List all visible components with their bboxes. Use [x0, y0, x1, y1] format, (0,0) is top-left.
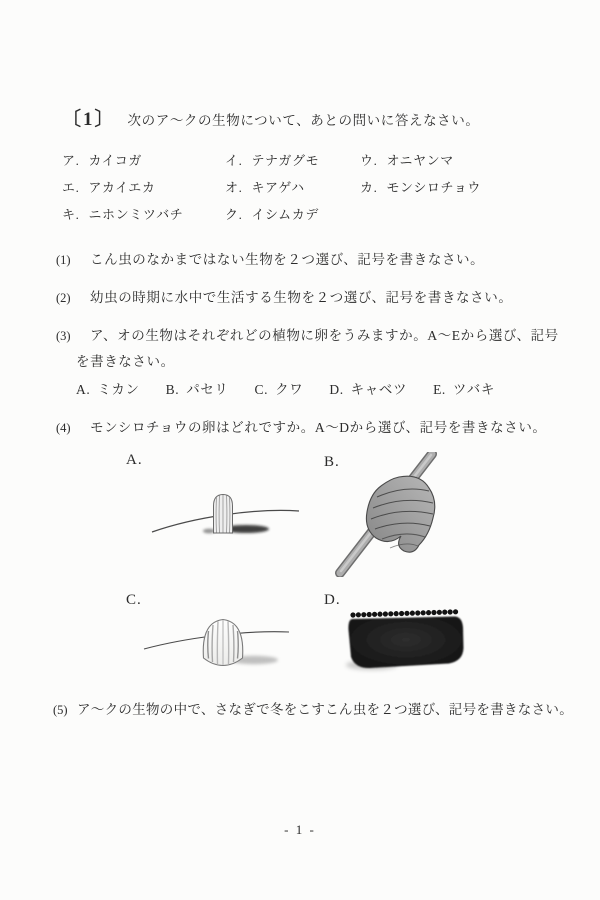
- question-1: [56, 252, 484, 268]
- organism-label: ア.: [62, 153, 80, 168]
- option-text: クワ: [275, 382, 304, 397]
- organism-name: キアゲハ: [251, 180, 305, 195]
- organism-item: [62, 180, 155, 196]
- organism-item: [360, 153, 454, 169]
- question-3-continuation: を書きなさい。: [76, 354, 175, 369]
- question-1-heading: [62, 104, 479, 131]
- organism-item: [225, 153, 319, 169]
- dark-egg-raft-icon: [342, 602, 467, 674]
- option-text: キャベツ: [350, 382, 408, 397]
- organism-name: ニホンミツバチ: [88, 207, 184, 222]
- organism-item: [225, 207, 319, 223]
- organism-name: アカイエカ: [88, 180, 156, 195]
- organism-label: ク.: [225, 207, 243, 222]
- question-text: ア〜クの生物の中で、さなぎで冬をこすこん虫を２つ選び、記号を書きなさい。: [77, 702, 573, 717]
- organism-item: [62, 207, 183, 223]
- organism-name: イシムカデ: [251, 207, 319, 222]
- organism-name: カイコガ: [88, 153, 142, 168]
- question-3-options: [76, 382, 495, 398]
- question-number: (3): [56, 329, 71, 343]
- question-text: 幼虫の時期に水中で生活する生物を２つ選び、記号を書きなさい。: [90, 290, 513, 305]
- question-number: (5): [53, 703, 68, 717]
- option-b: [166, 382, 229, 398]
- figure-c-label: C.: [126, 592, 142, 608]
- option-c: [255, 382, 304, 398]
- organism-item: [62, 153, 142, 169]
- option-text: パセリ: [186, 382, 229, 397]
- page-number: - 1 -: [284, 822, 316, 837]
- option-a: [76, 382, 140, 398]
- option-text: ツバキ: [452, 382, 495, 397]
- question-number: (2): [56, 291, 71, 305]
- organism-label: イ.: [225, 153, 243, 168]
- question-number: (4): [56, 421, 71, 435]
- organism-label: ウ.: [360, 153, 378, 168]
- organism-name: テナガグモ: [251, 153, 320, 168]
- question-3: [56, 328, 559, 344]
- organism-item: [225, 180, 305, 196]
- question-text: モンシロチョウの卵はどれですか。A〜Dから選び、記号を書きなさい。: [90, 420, 547, 435]
- option-e: [433, 382, 495, 398]
- heading-text: 次のア〜クの生物について、あとの問いに答えなさい。: [127, 113, 480, 128]
- option-label: C.: [254, 382, 269, 397]
- question-4: [56, 420, 547, 436]
- organism-label: キ.: [62, 207, 80, 222]
- question-2: [56, 290, 512, 306]
- option-label: D.: [329, 382, 344, 397]
- question-text: こん虫のなかまではない生物を２つ選び、記号を書きなさい。: [90, 252, 485, 267]
- ribbed-dome-egg-icon: [135, 612, 295, 670]
- option-label: B.: [165, 382, 180, 397]
- organism-label: カ.: [360, 180, 378, 195]
- question-text-line1: ア、オの生物はそれぞれどの植物に卵をうみますか。A〜Eから選び、記号: [90, 328, 559, 343]
- organism-label: エ.: [62, 180, 80, 195]
- question-5: [53, 702, 573, 718]
- organism-label: オ.: [225, 180, 243, 195]
- option-text: ミカン: [97, 382, 140, 397]
- figure-d-label: D.: [324, 592, 341, 608]
- organism-item: [360, 180, 481, 196]
- egg-mass-on-twig-icon: [330, 452, 480, 577]
- question-number: (1): [56, 253, 71, 267]
- figure-a-label: A.: [126, 452, 143, 468]
- option-label: E.: [433, 382, 446, 397]
- upright-ribbed-egg-icon: [140, 480, 310, 540]
- option-label: A.: [76, 382, 91, 397]
- figure-b-label: B.: [324, 454, 340, 470]
- big-question-number: 〔1〕: [62, 109, 116, 130]
- organism-name: オニヤンマ: [386, 153, 454, 168]
- option-d: [329, 382, 407, 398]
- organism-name: モンシロチョウ: [386, 180, 481, 195]
